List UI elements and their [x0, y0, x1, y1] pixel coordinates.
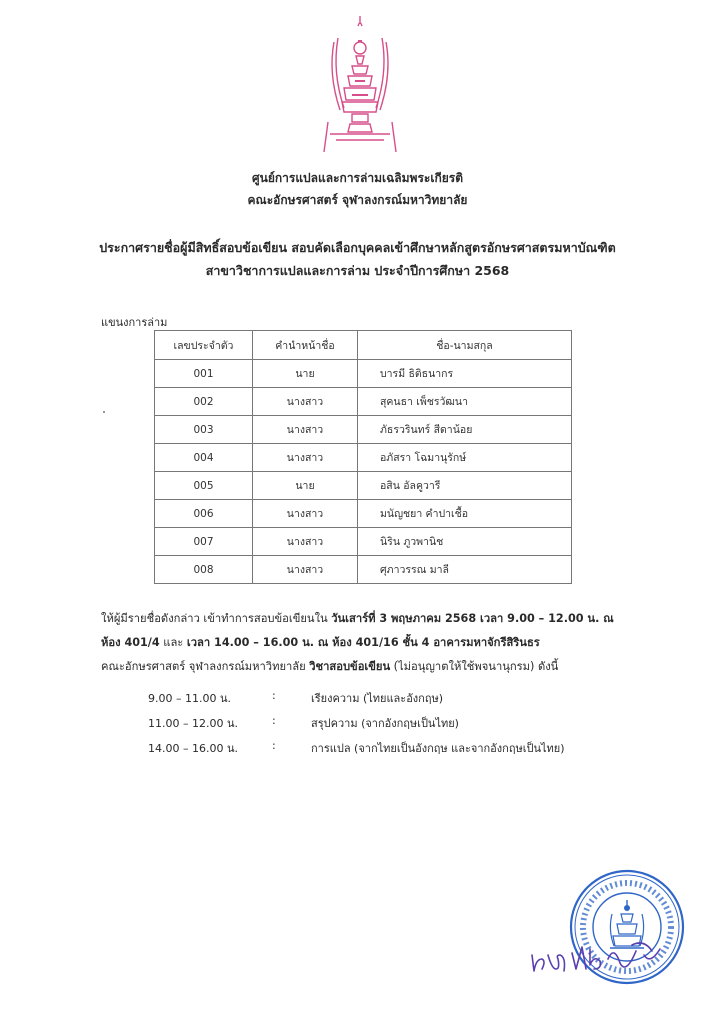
handwritten-signature-icon — [528, 925, 678, 985]
cell-id: 005 — [155, 472, 253, 500]
cell-id: 004 — [155, 444, 253, 472]
section-label: แขนงการล่าม — [101, 316, 168, 329]
col-header-id: เลขประจำตัว — [155, 331, 253, 360]
schedule-time: 9.00 – 11.00 น. — [148, 692, 231, 705]
col-header-name: ชื่อ-นามสกุล — [358, 331, 572, 360]
notice-text: (ไม่อนุญาตให้ใช้พจนานุกรม) ดังนี้ — [390, 660, 559, 673]
exam-room-1: ห้อง 401/4 — [101, 636, 160, 649]
table-row — [155, 360, 572, 388]
cell-name: อภัสรา โฉมานุรักษ์ — [358, 444, 572, 472]
notice-line-3 — [101, 656, 641, 678]
cell-id: 003 — [155, 416, 253, 444]
cell-title: นางสาว — [253, 528, 358, 556]
institution-name: ศูนย์การแปลและการล่ามเฉลิมพระเกียรติ — [252, 171, 463, 185]
cell-name: มนัญชยา คำปาเชื้อ — [358, 500, 572, 528]
table-row — [155, 416, 572, 444]
cell-id: 006 — [155, 500, 253, 528]
table-row — [155, 444, 572, 472]
cell-title: นางสาว — [253, 556, 358, 584]
cell-title: นาย — [253, 472, 358, 500]
cell-name: อสิน อัลคูวารี — [358, 472, 572, 500]
cell-id: 002 — [155, 388, 253, 416]
exam-date: วันเสาร์ที่ 3 พฤษภาคม 2568 เวลา 9.00 – 12.00 น. ณ — [331, 612, 614, 625]
table-row — [155, 556, 572, 584]
schedule-time: 11.00 – 12.00 น. — [148, 717, 238, 730]
cell-name: สุคนธา เพ็ชรวัฒนา — [358, 388, 572, 416]
table-row — [155, 528, 572, 556]
exam-subject-heading: วิชาสอบข้อเขียน — [309, 660, 391, 673]
schedule-subject: สรุปความ (จากอังกฤษเป็นไทย) — [311, 717, 459, 730]
notice-text: คณะอักษรศาสตร์ จุฬาลงกรณ์มหาวิทยาลัย — [101, 660, 310, 673]
notice-line-1 — [101, 608, 641, 630]
schedule-time: 14.00 – 16.00 น. — [148, 742, 238, 755]
cell-title: นางสาว — [253, 388, 358, 416]
candidate-table — [154, 330, 572, 584]
schedule-separator: : — [272, 714, 276, 727]
schedule-separator: : — [272, 739, 276, 752]
cell-name: ภัธรวรินทร์ สีดาน้อย — [358, 416, 572, 444]
faculty-name: คณะอักษรศาสตร์ จุฬาลงกรณ์มหาวิทยาลัย — [247, 193, 468, 207]
notice-text: ให้ผู้มีรายชื่อดังกล่าว เข้าทำการสอบข้อเขียนใน — [101, 612, 332, 625]
col-header-title: คำนำหน้าชื่อ — [253, 331, 358, 360]
cell-name: บารมี ธิติธนากร — [358, 360, 572, 388]
cell-title: นางสาว — [253, 500, 358, 528]
notice-text: และ — [159, 636, 187, 649]
cell-id: 001 — [155, 360, 253, 388]
cell-name: นิริน ภูวพานิช — [358, 528, 572, 556]
cell-title: นาย — [253, 360, 358, 388]
notice-line-2 — [101, 632, 641, 654]
schedule-separator: : — [272, 689, 276, 702]
announcement-subtitle: สาขาวิชาการแปลและการล่าม ประจำปีการศึกษา 2568 — [205, 263, 510, 278]
cell-id: 008 — [155, 556, 253, 584]
schedule-subject: การแปล (จากไทยเป็นอังกฤษ และจากอังกฤษเป็นไทย) — [311, 742, 565, 755]
table-row — [155, 500, 572, 528]
cell-id: 007 — [155, 528, 253, 556]
cell-name: ศุภาวรรณ มาลี — [358, 556, 572, 584]
exam-time-room-2: เวลา 14.00 – 16.00 น. ณ ห้อง 401/16 ชั้น 4 อาคารมหาจักรีสิรินธร — [186, 636, 540, 649]
table-header-row — [155, 331, 572, 360]
table-row — [155, 388, 572, 416]
phra-kiao-emblem-icon — [322, 14, 398, 156]
scan-speck — [103, 411, 105, 413]
cell-title: นางสาว — [253, 444, 358, 472]
schedule-subject: เรียงความ (ไทยและอังกฤษ) — [311, 692, 444, 705]
cell-title: นางสาว — [253, 416, 358, 444]
announcement-title: ประกาศรายชื่อผู้มีสิทธิ์สอบข้อเขียน สอบคัดเลือกบุคคลเข้าศึกษาหลักสูตรอักษรศาสตรมหาบัณฑิต — [99, 240, 616, 255]
table-row — [155, 472, 572, 500]
